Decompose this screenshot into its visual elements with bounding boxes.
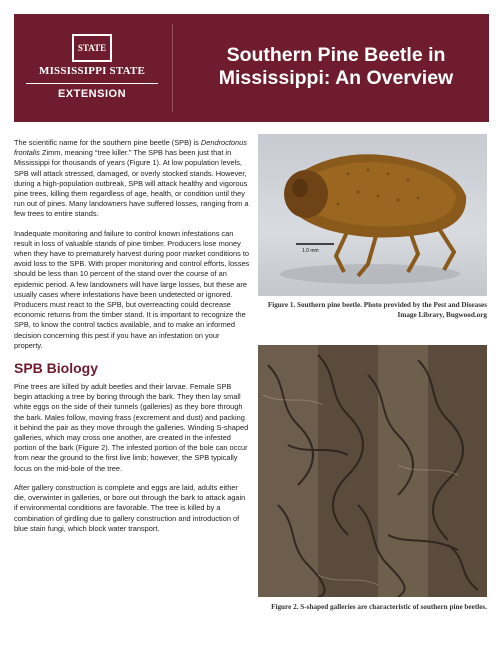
msu-extension-logo — [26, 34, 158, 100]
biology-paragraph-2: After gallery construction is complete and eggs are laid, adults either die, overwinter in galleries, or bore out through the bark to attack again if environmental conditions are favorable. The tree is killed by a combination of girdling due to gallery construction and introduction of blue stain fungi, which block water transport. — [14, 482, 246, 533]
document-title: Southern Pine Beetle in Mississippi: An Overview — [218, 44, 454, 89]
logo-state-text: STATE — [77, 42, 107, 53]
state-shield-icon — [72, 34, 112, 62]
logo-extension-name: EXTENSION — [26, 83, 158, 100]
intro-paragraph-2: Inadequate monitoring and failure to control known infestations can result in loss of valuable stands of pine timber. Producers lose money when they have to prematurely harvest during poor market conditions to avoid loss to the SPB. With proper monitoring and control efforts, losses should be less than 10 percent of the stand over the course of an epidemic period. A few landowners will have large losses, but these are usually cases where infestations have been undetected or ignored. Producers must react to the SPB, but overreacting could decrease economic returns from the timber stand. It is important to recognize the SPB, to know the control tactics available, and to make an informed decision concerning this pest if you have an infestation on your property. — [14, 228, 250, 350]
biology-paragraph-1: Pine trees are killed by adult beetles and their larvae. Female SPB begin attacking a tree by boring through the bark. They then lay small white eggs on the side of their tunnels (galleries) as they bore through the bark. Males follow, moving frass (excrement and dust) and packing it behind the pair as they move through the galleries. Winding S-shaped galleries, which may cross one another, are created in the infested portion of the bark (Figure 2). The infested portion of the bole can occur from near the ground to the first live limb; however, the SPB typically focus on the mid-bole of the tree. — [14, 382, 249, 473]
figure-2-caption: Figure 2. S-shaped galleries are characteristic of southern pine beetles. — [271, 603, 487, 611]
figure-2-galleries-photo — [258, 345, 487, 597]
bark-galleries-illustration — [258, 345, 487, 597]
beetle-illustration — [258, 134, 487, 296]
left-column-text — [14, 138, 250, 543]
banner-divider — [172, 24, 173, 112]
section-heading-spb-biology: SPB Biology — [14, 360, 99, 377]
intro-paragraph-1: The scientific name for the southern pine beetle (SPB) is Dendroctonus frontalis Zimm, meaning “tree killer.” The SPB has been just that in Mississippi for thousands of years (Figure 1). At low population levels, SPB will attack stressed, damaged, or overly stocked stands. However, during a high-population outbreak, SPB will attack healthy and vigorous pine trees, killing them regardless of age, health, or condition until they run out of pines. Many landowners have suffered losses, ranging from a few trees to entire stands. — [14, 138, 249, 219]
figure-1-caption: Figure 1. Southern pine beetle. Photo provided by the Pest and Diseases Image Library, Bugwood.org — [267, 301, 487, 319]
logo-university-name: MISSISSIPPI STATE — [38, 65, 145, 77]
header-banner — [14, 14, 489, 122]
scale-bar-label: 1.0 mm — [302, 248, 319, 254]
figure-1-beetle-photo — [258, 134, 487, 296]
